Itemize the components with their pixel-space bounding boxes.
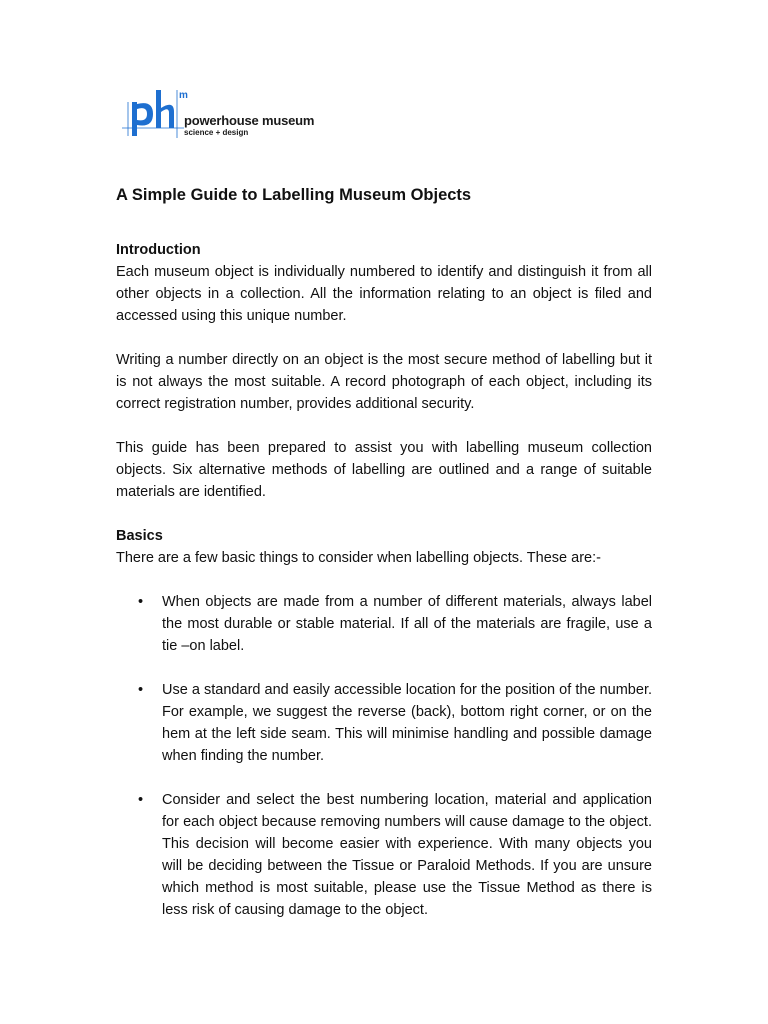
- list-item-text: Use a standard and easily accessible location for the position of the number. For example, we suggest the reverse (back), bottom right corner, or on the hem at the left side seam. This will minimise handling and possible damage when finding the number.: [162, 682, 652, 764]
- phm-monogram-icon: [122, 88, 192, 140]
- document-body: [116, 184, 652, 943]
- document-title: A Simple Guide to Labelling Museum Objects: [116, 186, 472, 204]
- introduction-paragraph-1: Each museum object is individually numbered to identify and distinguish it from all other objects in a collection. All the information relating to an object is filed and accessed using this unique number.: [116, 264, 652, 324]
- list-item-text: When objects are made from a number of different materials, always label the most durable or stable material. If all of the materials are fragile, use a tie –on label.: [162, 594, 652, 654]
- bullet-icon: •: [138, 792, 144, 808]
- list-item-text: Consider and select the best numbering location, material and application for each object because removing numbers will cause damage to the object. This decision will become easier with experience. With many objects you will be deciding between the Tissue or Paraloid Methods. If you are unsure which method is most suitable, please use the Tissue Method as there is less risk of causing damage to the object.: [162, 792, 652, 918]
- basics-lead: There are a few basic things to consider when labelling objects. These are:-: [116, 550, 601, 566]
- logo-superscript: m: [179, 90, 188, 101]
- basics-list: [116, 591, 652, 921]
- bullet-icon: •: [138, 594, 144, 610]
- introduction-paragraph-3: This guide has been prepared to assist you with labelling museum collection objects. Six alternative methods of labelling are outlined and a range of suitable materials are identified.: [116, 440, 652, 500]
- bullet-icon: •: [138, 682, 144, 698]
- logo-tagline: science + design: [184, 128, 249, 137]
- introduction-heading: Introduction: [116, 242, 201, 258]
- logo-name: powerhouse museum: [184, 113, 315, 128]
- basics-heading: Basics: [116, 528, 163, 544]
- list-item: [116, 789, 652, 921]
- list-item: [116, 679, 652, 767]
- list-item: [116, 591, 652, 657]
- introduction-paragraph-2: Writing a number directly on an object is the most secure method of labelling but it is not always the most suitable. A record photograph of each object, including its correct registration number, provides additional security.: [116, 352, 652, 412]
- powerhouse-museum-logo: [122, 88, 342, 140]
